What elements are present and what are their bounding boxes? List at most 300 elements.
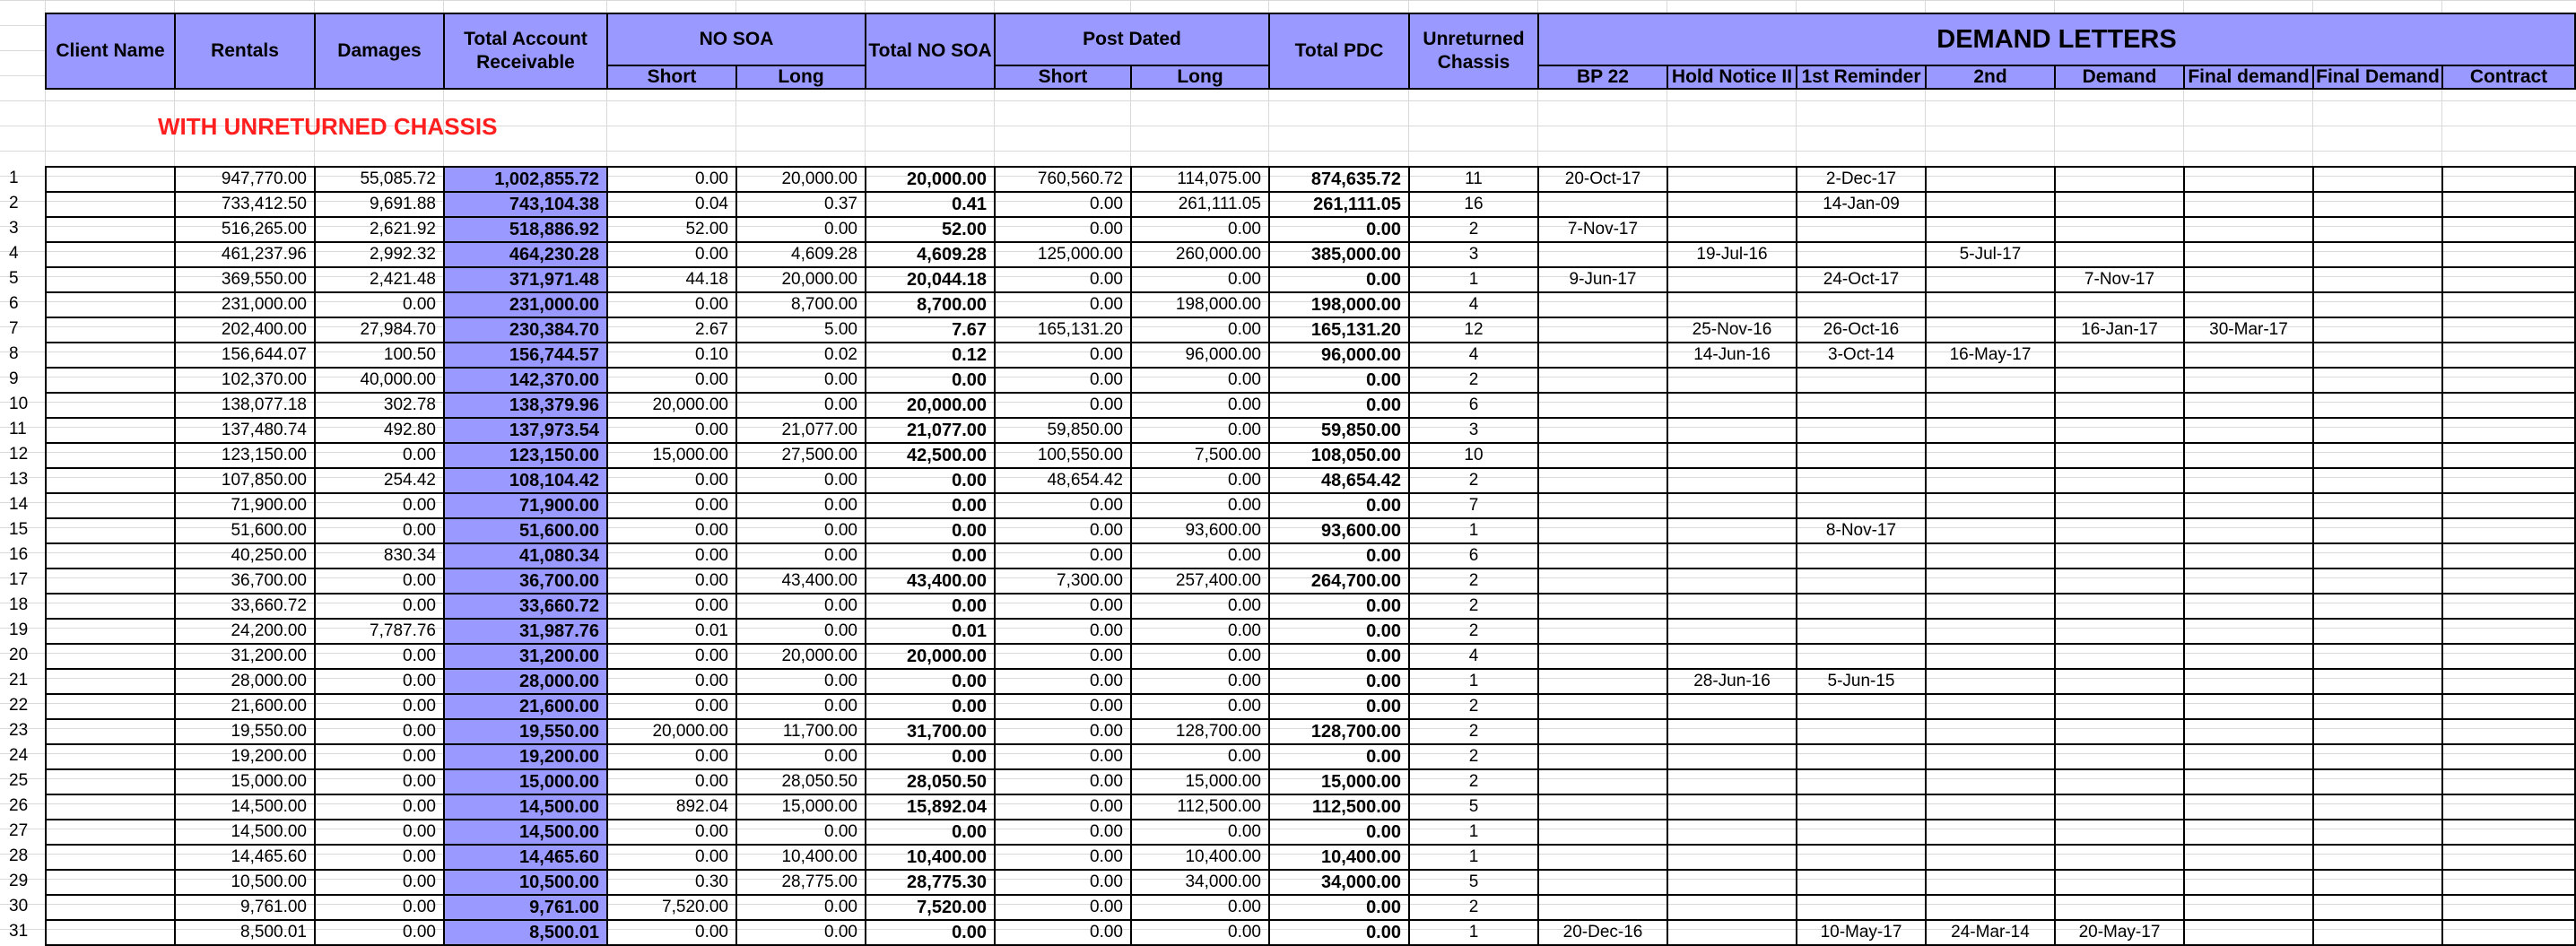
client-name-cell[interactable] [45, 442, 176, 469]
second-cell[interactable] [1925, 718, 2056, 745]
pd-long-cell[interactable]: 114,075.00 [1130, 166, 1270, 193]
total-no-soa-cell[interactable]: 28,050.50 [865, 768, 996, 795]
demand-cell[interactable] [2054, 342, 2185, 369]
hold-notice-cell[interactable]: 28-Jun-16 [1667, 668, 1797, 695]
total-ar-cell[interactable]: 15,000.00 [443, 768, 608, 795]
hold-notice-cell[interactable] [1667, 568, 1797, 595]
final-demand-1-cell[interactable] [2183, 794, 2314, 820]
rentals-cell[interactable]: 14,500.00 [174, 794, 316, 820]
total-ar-cell[interactable]: 33,660.72 [443, 593, 608, 620]
no-soa-short-cell[interactable]: 7,520.00 [606, 894, 737, 921]
no-soa-short-cell[interactable]: 0.00 [606, 417, 737, 444]
bp22-cell[interactable] [1537, 542, 1668, 569]
total-pdc-cell[interactable]: 128,700.00 [1268, 718, 1410, 745]
no-soa-short-cell[interactable]: 0.00 [606, 367, 737, 394]
total-ar-cell[interactable]: 137,973.54 [443, 417, 608, 444]
no-soa-short-cell[interactable]: 0.00 [606, 467, 737, 494]
contract-cell[interactable] [2441, 492, 2576, 519]
chassis-cell[interactable]: 2 [1408, 743, 1539, 770]
client-name-cell[interactable] [45, 317, 176, 343]
no-soa-short-cell[interactable]: 0.00 [606, 743, 737, 770]
hold-notice-cell[interactable] [1667, 517, 1797, 544]
pd-short-cell[interactable]: 0.00 [994, 593, 1132, 620]
contract-cell[interactable] [2441, 291, 2576, 318]
client-name-cell[interactable] [45, 241, 176, 268]
client-name-cell[interactable] [45, 216, 176, 243]
second-cell[interactable]: 16-May-17 [1925, 342, 2056, 369]
client-name-cell[interactable] [45, 869, 176, 896]
total-no-soa-cell[interactable]: 31,700.00 [865, 718, 996, 745]
damages-cell[interactable]: 254.42 [314, 467, 445, 494]
pd-long-cell[interactable]: 0.00 [1130, 593, 1270, 620]
demand-cell[interactable] [2054, 743, 2185, 770]
total-pdc-cell[interactable]: 0.00 [1268, 819, 1410, 846]
total-no-soa-cell[interactable]: 0.00 [865, 593, 996, 620]
rentals-cell[interactable]: 15,000.00 [174, 768, 316, 795]
total-ar-cell[interactable]: 31,200.00 [443, 643, 608, 670]
header-demand[interactable]: Demand [2054, 65, 2185, 90]
final-demand-1-cell[interactable] [2183, 718, 2314, 745]
contract-cell[interactable] [2441, 693, 2576, 720]
demand-cell[interactable] [2054, 643, 2185, 670]
bp22-cell[interactable] [1537, 367, 1668, 394]
final-demand-2-cell[interactable] [2312, 442, 2443, 469]
bp22-cell[interactable]: 9-Jun-17 [1537, 266, 1668, 293]
total-pdc-cell[interactable]: 385,000.00 [1268, 241, 1410, 268]
rentals-cell[interactable]: 369,550.00 [174, 266, 316, 293]
hold-notice-cell[interactable] [1667, 467, 1797, 494]
no-soa-long-cell[interactable]: 8,700.00 [735, 291, 866, 318]
pd-long-cell[interactable]: 0.00 [1130, 618, 1270, 645]
rentals-cell[interactable]: 21,600.00 [174, 693, 316, 720]
pd-short-cell[interactable]: 0.00 [994, 844, 1132, 871]
final-demand-2-cell[interactable] [2312, 869, 2443, 896]
client-name-cell[interactable] [45, 668, 176, 695]
first-reminder-cell[interactable] [1796, 869, 1927, 896]
pd-short-cell[interactable]: 0.00 [994, 919, 1132, 946]
total-no-soa-cell[interactable]: 10,400.00 [865, 844, 996, 871]
contract-cell[interactable] [2441, 216, 2576, 243]
hold-notice-cell[interactable] [1667, 869, 1797, 896]
chassis-cell[interactable]: 6 [1408, 542, 1539, 569]
bp22-cell[interactable] [1537, 819, 1668, 846]
client-name-cell[interactable] [45, 743, 176, 770]
total-no-soa-cell[interactable]: 0.00 [865, 467, 996, 494]
rentals-cell[interactable]: 231,000.00 [174, 291, 316, 318]
total-ar-cell[interactable]: 156,744.57 [443, 342, 608, 369]
row-number[interactable]: 29 [9, 872, 29, 890]
row-number[interactable]: 26 [9, 796, 29, 815]
header-no-soa-long[interactable]: Long [735, 65, 866, 90]
total-pdc-cell[interactable]: 48,654.42 [1268, 467, 1410, 494]
first-reminder-cell[interactable]: 3-Oct-14 [1796, 342, 1927, 369]
no-soa-long-cell[interactable]: 10,400.00 [735, 844, 866, 871]
total-ar-cell[interactable]: 21,600.00 [443, 693, 608, 720]
pd-short-cell[interactable]: 7,300.00 [994, 568, 1132, 595]
row-number[interactable]: 25 [9, 771, 29, 790]
final-demand-1-cell[interactable] [2183, 467, 2314, 494]
contract-cell[interactable] [2441, 542, 2576, 569]
no-soa-short-cell[interactable]: 0.00 [606, 668, 737, 695]
pd-short-cell[interactable]: 0.00 [994, 342, 1132, 369]
total-pdc-cell[interactable]: 0.00 [1268, 643, 1410, 670]
hold-notice-cell[interactable] [1667, 794, 1797, 820]
bp22-cell[interactable]: 7-Nov-17 [1537, 216, 1668, 243]
header-bp22[interactable]: BP 22 [1537, 65, 1668, 90]
demand-cell[interactable] [2054, 367, 2185, 394]
no-soa-short-cell[interactable]: 0.00 [606, 643, 737, 670]
demand-cell[interactable] [2054, 291, 2185, 318]
hold-notice-cell[interactable] [1667, 743, 1797, 770]
pd-long-cell[interactable]: 0.00 [1130, 467, 1270, 494]
total-no-soa-cell[interactable]: 0.00 [865, 693, 996, 720]
final-demand-2-cell[interactable] [2312, 392, 2443, 419]
pd-long-cell[interactable]: 261,111.05 [1130, 191, 1270, 218]
pd-long-cell[interactable]: 0.00 [1130, 492, 1270, 519]
chassis-cell[interactable]: 5 [1408, 794, 1539, 820]
rentals-cell[interactable]: 36,700.00 [174, 568, 316, 595]
total-ar-cell[interactable]: 10,500.00 [443, 869, 608, 896]
chassis-cell[interactable]: 12 [1408, 317, 1539, 343]
rentals-cell[interactable]: 102,370.00 [174, 367, 316, 394]
hold-notice-cell[interactable] [1667, 367, 1797, 394]
first-reminder-cell[interactable] [1796, 593, 1927, 620]
first-reminder-cell[interactable]: 26-Oct-16 [1796, 317, 1927, 343]
second-cell[interactable] [1925, 166, 2056, 193]
total-no-soa-cell[interactable]: 0.00 [865, 668, 996, 695]
total-ar-cell[interactable]: 1,002,855.72 [443, 166, 608, 193]
no-soa-short-cell[interactable]: 0.00 [606, 844, 737, 871]
bp22-cell[interactable] [1537, 768, 1668, 795]
rentals-cell[interactable]: 516,265.00 [174, 216, 316, 243]
rentals-cell[interactable]: 71,900.00 [174, 492, 316, 519]
row-number[interactable]: 16 [9, 545, 29, 564]
first-reminder-cell[interactable] [1796, 844, 1927, 871]
second-cell[interactable] [1925, 593, 2056, 620]
rentals-cell[interactable]: 947,770.00 [174, 166, 316, 193]
header-total-no-soa[interactable]: Total NO SOA [865, 13, 996, 90]
damages-cell[interactable]: 0.00 [314, 517, 445, 544]
rentals-cell[interactable]: 14,500.00 [174, 819, 316, 846]
chassis-cell[interactable]: 2 [1408, 693, 1539, 720]
contract-cell[interactable] [2441, 442, 2576, 469]
no-soa-long-cell[interactable]: 0.00 [735, 467, 866, 494]
total-ar-cell[interactable]: 108,104.42 [443, 467, 608, 494]
section-title[interactable]: WITH UNRETURNED CHASSIS [158, 113, 498, 140]
hold-notice-cell[interactable] [1667, 618, 1797, 645]
first-reminder-cell[interactable] [1796, 743, 1927, 770]
final-demand-1-cell[interactable] [2183, 442, 2314, 469]
row-number[interactable]: 28 [9, 846, 29, 865]
demand-cell[interactable] [2054, 693, 2185, 720]
first-reminder-cell[interactable]: 8-Nov-17 [1796, 517, 1927, 544]
no-soa-short-cell[interactable]: 0.30 [606, 869, 737, 896]
contract-cell[interactable] [2441, 191, 2576, 218]
header-2nd[interactable]: 2nd [1925, 65, 2056, 90]
pd-short-cell[interactable]: 125,000.00 [994, 241, 1132, 268]
first-reminder-cell[interactable] [1796, 718, 1927, 745]
hold-notice-cell[interactable] [1667, 819, 1797, 846]
pd-short-cell[interactable]: 0.00 [994, 367, 1132, 394]
chassis-cell[interactable]: 1 [1408, 819, 1539, 846]
demand-cell[interactable] [2054, 768, 2185, 795]
no-soa-short-cell[interactable]: 2.67 [606, 317, 737, 343]
demand-cell[interactable] [2054, 593, 2185, 620]
contract-cell[interactable] [2441, 166, 2576, 193]
pd-long-cell[interactable]: 0.00 [1130, 819, 1270, 846]
client-name-cell[interactable] [45, 894, 176, 921]
final-demand-2-cell[interactable] [2312, 266, 2443, 293]
chassis-cell[interactable]: 2 [1408, 568, 1539, 595]
row-number[interactable]: 15 [9, 520, 29, 539]
total-ar-cell[interactable]: 14,500.00 [443, 819, 608, 846]
bp22-cell[interactable] [1537, 241, 1668, 268]
bp22-cell[interactable] [1537, 492, 1668, 519]
first-reminder-cell[interactable] [1796, 392, 1927, 419]
chassis-cell[interactable]: 2 [1408, 618, 1539, 645]
first-reminder-cell[interactable] [1796, 618, 1927, 645]
final-demand-2-cell[interactable] [2312, 342, 2443, 369]
total-no-soa-cell[interactable]: 21,077.00 [865, 417, 996, 444]
row-number[interactable]: 13 [9, 470, 29, 489]
damages-cell[interactable]: 0.00 [314, 768, 445, 795]
total-no-soa-cell[interactable]: 7,520.00 [865, 894, 996, 921]
chassis-cell[interactable]: 1 [1408, 266, 1539, 293]
total-pdc-cell[interactable]: 10,400.00 [1268, 844, 1410, 871]
hold-notice-cell[interactable] [1667, 166, 1797, 193]
final-demand-1-cell[interactable] [2183, 819, 2314, 846]
total-no-soa-cell[interactable]: 20,000.00 [865, 643, 996, 670]
total-no-soa-cell[interactable]: 0.00 [865, 492, 996, 519]
contract-cell[interactable] [2441, 768, 2576, 795]
rentals-cell[interactable]: 461,237.96 [174, 241, 316, 268]
rentals-cell[interactable]: 9,761.00 [174, 894, 316, 921]
no-soa-long-cell[interactable]: 0.00 [735, 819, 866, 846]
pd-long-cell[interactable]: 93,600.00 [1130, 517, 1270, 544]
total-pdc-cell[interactable]: 198,000.00 [1268, 291, 1410, 318]
no-soa-long-cell[interactable]: 28,775.00 [735, 869, 866, 896]
final-demand-2-cell[interactable] [2312, 517, 2443, 544]
no-soa-short-cell[interactable]: 0.00 [606, 693, 737, 720]
total-ar-cell[interactable]: 230,384.70 [443, 317, 608, 343]
hold-notice-cell[interactable] [1667, 291, 1797, 318]
no-soa-long-cell[interactable]: 0.00 [735, 216, 866, 243]
final-demand-2-cell[interactable] [2312, 794, 2443, 820]
first-reminder-cell[interactable] [1796, 819, 1927, 846]
rentals-cell[interactable]: 156,644.07 [174, 342, 316, 369]
no-soa-short-cell[interactable]: 892.04 [606, 794, 737, 820]
chassis-cell[interactable]: 2 [1408, 894, 1539, 921]
damages-cell[interactable]: 27,984.70 [314, 317, 445, 343]
row-number[interactable]: 4 [9, 244, 19, 263]
total-ar-cell[interactable]: 71,900.00 [443, 492, 608, 519]
header-total-pdc[interactable]: Total PDC [1268, 13, 1410, 90]
first-reminder-cell[interactable] [1796, 216, 1927, 243]
total-no-soa-cell[interactable]: 7.67 [865, 317, 996, 343]
first-reminder-cell[interactable] [1796, 417, 1927, 444]
total-ar-cell[interactable]: 19,200.00 [443, 743, 608, 770]
second-cell[interactable] [1925, 819, 2056, 846]
chassis-cell[interactable]: 7 [1408, 492, 1539, 519]
pd-long-cell[interactable]: 7,500.00 [1130, 442, 1270, 469]
final-demand-1-cell[interactable] [2183, 367, 2314, 394]
chassis-cell[interactable]: 4 [1408, 643, 1539, 670]
header-unreturned-chassis[interactable]: Unreturned Chassis [1408, 13, 1539, 90]
rentals-cell[interactable]: 107,850.00 [174, 467, 316, 494]
damages-cell[interactable]: 0.00 [314, 593, 445, 620]
client-name-cell[interactable] [45, 593, 176, 620]
contract-cell[interactable] [2441, 417, 2576, 444]
hold-notice-cell[interactable] [1667, 844, 1797, 871]
no-soa-long-cell[interactable]: 20,000.00 [735, 266, 866, 293]
second-cell[interactable] [1925, 417, 2056, 444]
final-demand-1-cell[interactable] [2183, 417, 2314, 444]
second-cell[interactable] [1925, 743, 2056, 770]
rentals-cell[interactable]: 8,500.01 [174, 919, 316, 946]
total-no-soa-cell[interactable]: 20,000.00 [865, 392, 996, 419]
pd-short-cell[interactable]: 0.00 [994, 291, 1132, 318]
no-soa-long-cell[interactable]: 5.00 [735, 317, 866, 343]
damages-cell[interactable]: 0.00 [314, 743, 445, 770]
contract-cell[interactable] [2441, 317, 2576, 343]
hold-notice-cell[interactable]: 25-Nov-16 [1667, 317, 1797, 343]
total-pdc-cell[interactable]: 96,000.00 [1268, 342, 1410, 369]
no-soa-short-cell[interactable]: 0.00 [606, 542, 737, 569]
damages-cell[interactable]: 492.80 [314, 417, 445, 444]
final-demand-2-cell[interactable] [2312, 568, 2443, 595]
damages-cell[interactable]: 0.00 [314, 693, 445, 720]
no-soa-long-cell[interactable]: 15,000.00 [735, 794, 866, 820]
chassis-cell[interactable]: 2 [1408, 216, 1539, 243]
header-contract[interactable]: Contract [2441, 65, 2576, 90]
hold-notice-cell[interactable] [1667, 417, 1797, 444]
client-name-cell[interactable] [45, 517, 176, 544]
total-pdc-cell[interactable]: 0.00 [1268, 392, 1410, 419]
first-reminder-cell[interactable]: 10-May-17 [1796, 919, 1927, 946]
demand-cell[interactable] [2054, 542, 2185, 569]
contract-cell[interactable] [2441, 517, 2576, 544]
no-soa-short-cell[interactable]: 0.00 [606, 819, 737, 846]
total-no-soa-cell[interactable]: 20,000.00 [865, 166, 996, 193]
final-demand-1-cell[interactable] [2183, 869, 2314, 896]
contract-cell[interactable] [2441, 342, 2576, 369]
total-pdc-cell[interactable]: 0.00 [1268, 743, 1410, 770]
first-reminder-cell[interactable] [1796, 643, 1927, 670]
total-pdc-cell[interactable]: 0.00 [1268, 668, 1410, 695]
chassis-cell[interactable]: 11 [1408, 166, 1539, 193]
pd-short-cell[interactable]: 0.00 [994, 869, 1132, 896]
pd-short-cell[interactable]: 0.00 [994, 392, 1132, 419]
second-cell[interactable] [1925, 869, 2056, 896]
bp22-cell[interactable] [1537, 743, 1668, 770]
first-reminder-cell[interactable]: 2-Dec-17 [1796, 166, 1927, 193]
final-demand-1-cell[interactable] [2183, 166, 2314, 193]
rentals-cell[interactable]: 138,077.18 [174, 392, 316, 419]
row-number[interactable]: 2 [9, 194, 19, 213]
final-demand-2-cell[interactable] [2312, 743, 2443, 770]
header-demand-letters[interactable]: DEMAND LETTERS [1537, 13, 2576, 66]
client-name-cell[interactable] [45, 542, 176, 569]
damages-cell[interactable]: 0.00 [314, 492, 445, 519]
pd-long-cell[interactable]: 34,000.00 [1130, 869, 1270, 896]
damages-cell[interactable]: 0.00 [314, 718, 445, 745]
row-number[interactable]: 14 [9, 495, 29, 514]
final-demand-2-cell[interactable] [2312, 894, 2443, 921]
damages-cell[interactable]: 2,421.48 [314, 266, 445, 293]
contract-cell[interactable] [2441, 266, 2576, 293]
total-pdc-cell[interactable]: 0.00 [1268, 894, 1410, 921]
final-demand-1-cell[interactable] [2183, 844, 2314, 871]
final-demand-2-cell[interactable] [2312, 643, 2443, 670]
damages-cell[interactable]: 0.00 [314, 919, 445, 946]
pd-long-cell[interactable]: 260,000.00 [1130, 241, 1270, 268]
demand-cell[interactable] [2054, 894, 2185, 921]
pd-short-cell[interactable]: 0.00 [994, 191, 1132, 218]
final-demand-1-cell[interactable]: 30-Mar-17 [2183, 317, 2314, 343]
pd-short-cell[interactable]: 0.00 [994, 618, 1132, 645]
rentals-cell[interactable]: 51,600.00 [174, 517, 316, 544]
pd-long-cell[interactable]: 15,000.00 [1130, 768, 1270, 795]
chassis-cell[interactable]: 2 [1408, 367, 1539, 394]
header-post-dated[interactable]: Post Dated [994, 13, 1270, 66]
header-no-soa-short[interactable]: Short [606, 65, 737, 90]
client-name-cell[interactable] [45, 492, 176, 519]
final-demand-2-cell[interactable] [2312, 216, 2443, 243]
second-cell[interactable] [1925, 643, 2056, 670]
contract-cell[interactable] [2441, 794, 2576, 820]
second-cell[interactable] [1925, 568, 2056, 595]
hold-notice-cell[interactable] [1667, 492, 1797, 519]
final-demand-1-cell[interactable] [2183, 768, 2314, 795]
no-soa-long-cell[interactable]: 0.37 [735, 191, 866, 218]
demand-cell[interactable] [2054, 216, 2185, 243]
final-demand-1-cell[interactable] [2183, 492, 2314, 519]
client-name-cell[interactable] [45, 693, 176, 720]
rentals-cell[interactable]: 19,550.00 [174, 718, 316, 745]
pd-short-cell[interactable]: 0.00 [994, 819, 1132, 846]
no-soa-long-cell[interactable]: 27,500.00 [735, 442, 866, 469]
final-demand-2-cell[interactable] [2312, 768, 2443, 795]
bp22-cell[interactable] [1537, 643, 1668, 670]
chassis-cell[interactable]: 3 [1408, 417, 1539, 444]
client-name-cell[interactable] [45, 718, 176, 745]
no-soa-short-cell[interactable]: 0.00 [606, 568, 737, 595]
total-pdc-cell[interactable]: 0.00 [1268, 542, 1410, 569]
final-demand-1-cell[interactable] [2183, 342, 2314, 369]
bp22-cell[interactable] [1537, 517, 1668, 544]
demand-cell[interactable]: 20-May-17 [2054, 919, 2185, 946]
header-total-ar[interactable]: Total Account Receivable [443, 13, 608, 90]
client-name-cell[interactable] [45, 844, 176, 871]
rentals-cell[interactable]: 202,400.00 [174, 317, 316, 343]
total-pdc-cell[interactable]: 264,700.00 [1268, 568, 1410, 595]
second-cell[interactable] [1925, 317, 2056, 343]
no-soa-long-cell[interactable]: 0.00 [735, 492, 866, 519]
client-name-cell[interactable] [45, 367, 176, 394]
no-soa-long-cell[interactable]: 0.00 [735, 542, 866, 569]
total-ar-cell[interactable]: 28,000.00 [443, 668, 608, 695]
final-demand-2-cell[interactable] [2312, 668, 2443, 695]
client-name-cell[interactable] [45, 768, 176, 795]
chassis-cell[interactable]: 10 [1408, 442, 1539, 469]
no-soa-short-cell[interactable]: 15,000.00 [606, 442, 737, 469]
no-soa-long-cell[interactable]: 0.00 [735, 894, 866, 921]
no-soa-long-cell[interactable]: 0.00 [735, 367, 866, 394]
total-no-soa-cell[interactable]: 8,700.00 [865, 291, 996, 318]
no-soa-long-cell[interactable]: 0.00 [735, 593, 866, 620]
first-reminder-cell[interactable]: 5-Jun-15 [1796, 668, 1927, 695]
total-pdc-cell[interactable]: 93,600.00 [1268, 517, 1410, 544]
